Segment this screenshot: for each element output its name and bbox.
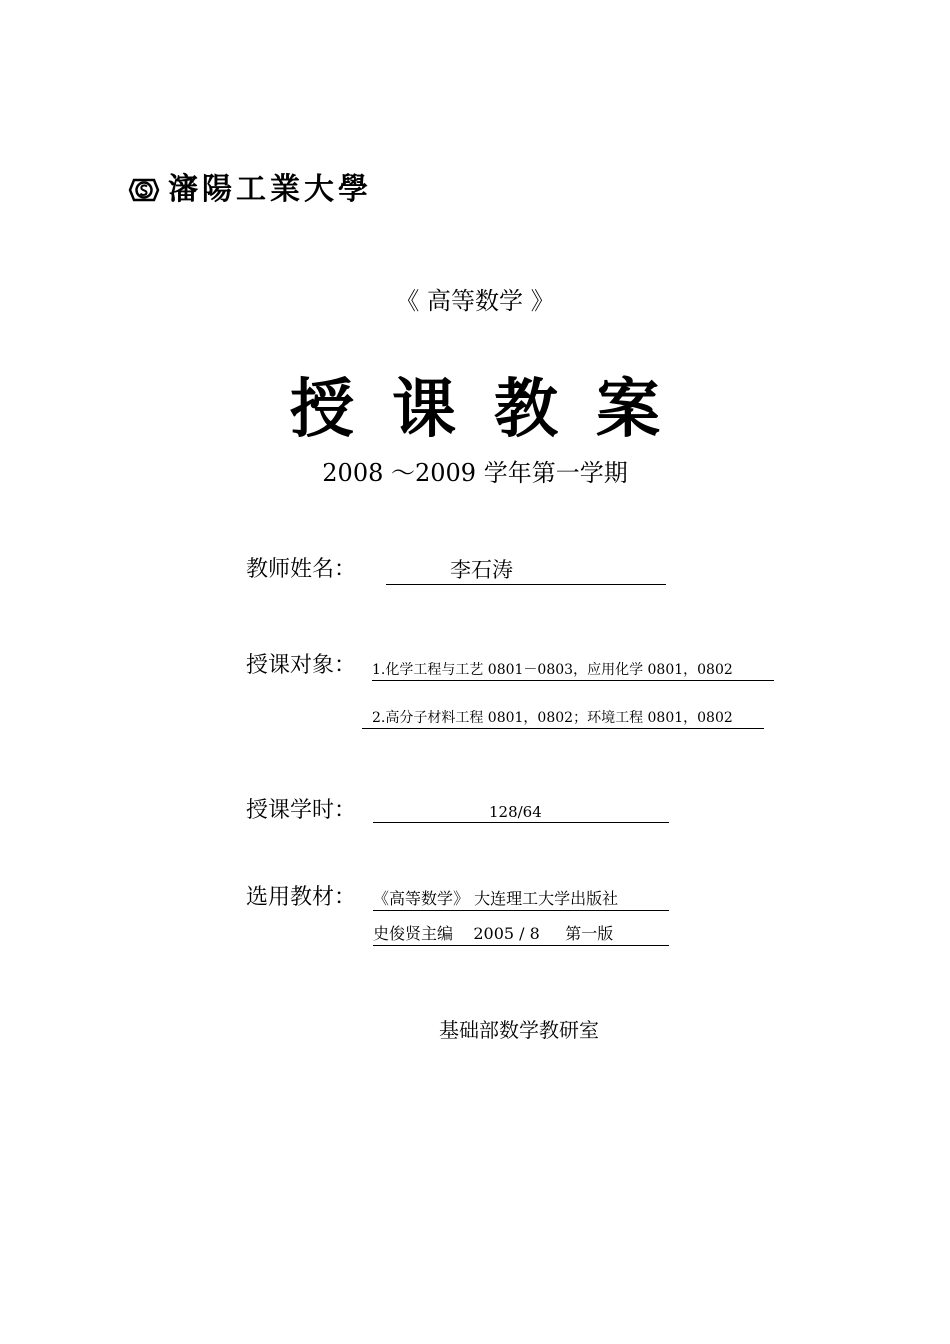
audience-line-2: 2.高分子材料工程 0801，0802；环境工程 0801，0802 [362,708,764,729]
course-title: 《 高等数学 》 [395,287,555,315]
hours-label: 授课学时： [246,798,357,823]
teacher-name: 李石涛 [450,558,513,582]
university-name: 瀋陽工業大學 [168,172,372,207]
hours-field [373,802,669,823]
teacher-name-field [386,556,666,585]
textbook-line-2: 史俊贤主编 2005 / 8 第一版 [373,923,669,946]
department-name: 基础部数学教研室 [439,1018,599,1042]
document-title: 授课教案 [290,373,698,447]
audience-line-1: 1.化学工程与工艺 0801－0803，应用化学 0801，0802 [372,660,774,681]
university-emblem-icon [128,174,160,206]
university-logo [128,170,372,210]
academic-term: 2008 ～2009 学年第一学期 [322,459,628,487]
textbook-label: 选用教材： [246,885,357,910]
teacher-label: 教师姓名： [246,557,357,582]
textbook-line-1: 《高等数学》 大连理工大学出版社 [373,888,669,911]
hours-value: 128/64 [489,803,542,821]
audience-label: 授课对象： [246,653,357,678]
